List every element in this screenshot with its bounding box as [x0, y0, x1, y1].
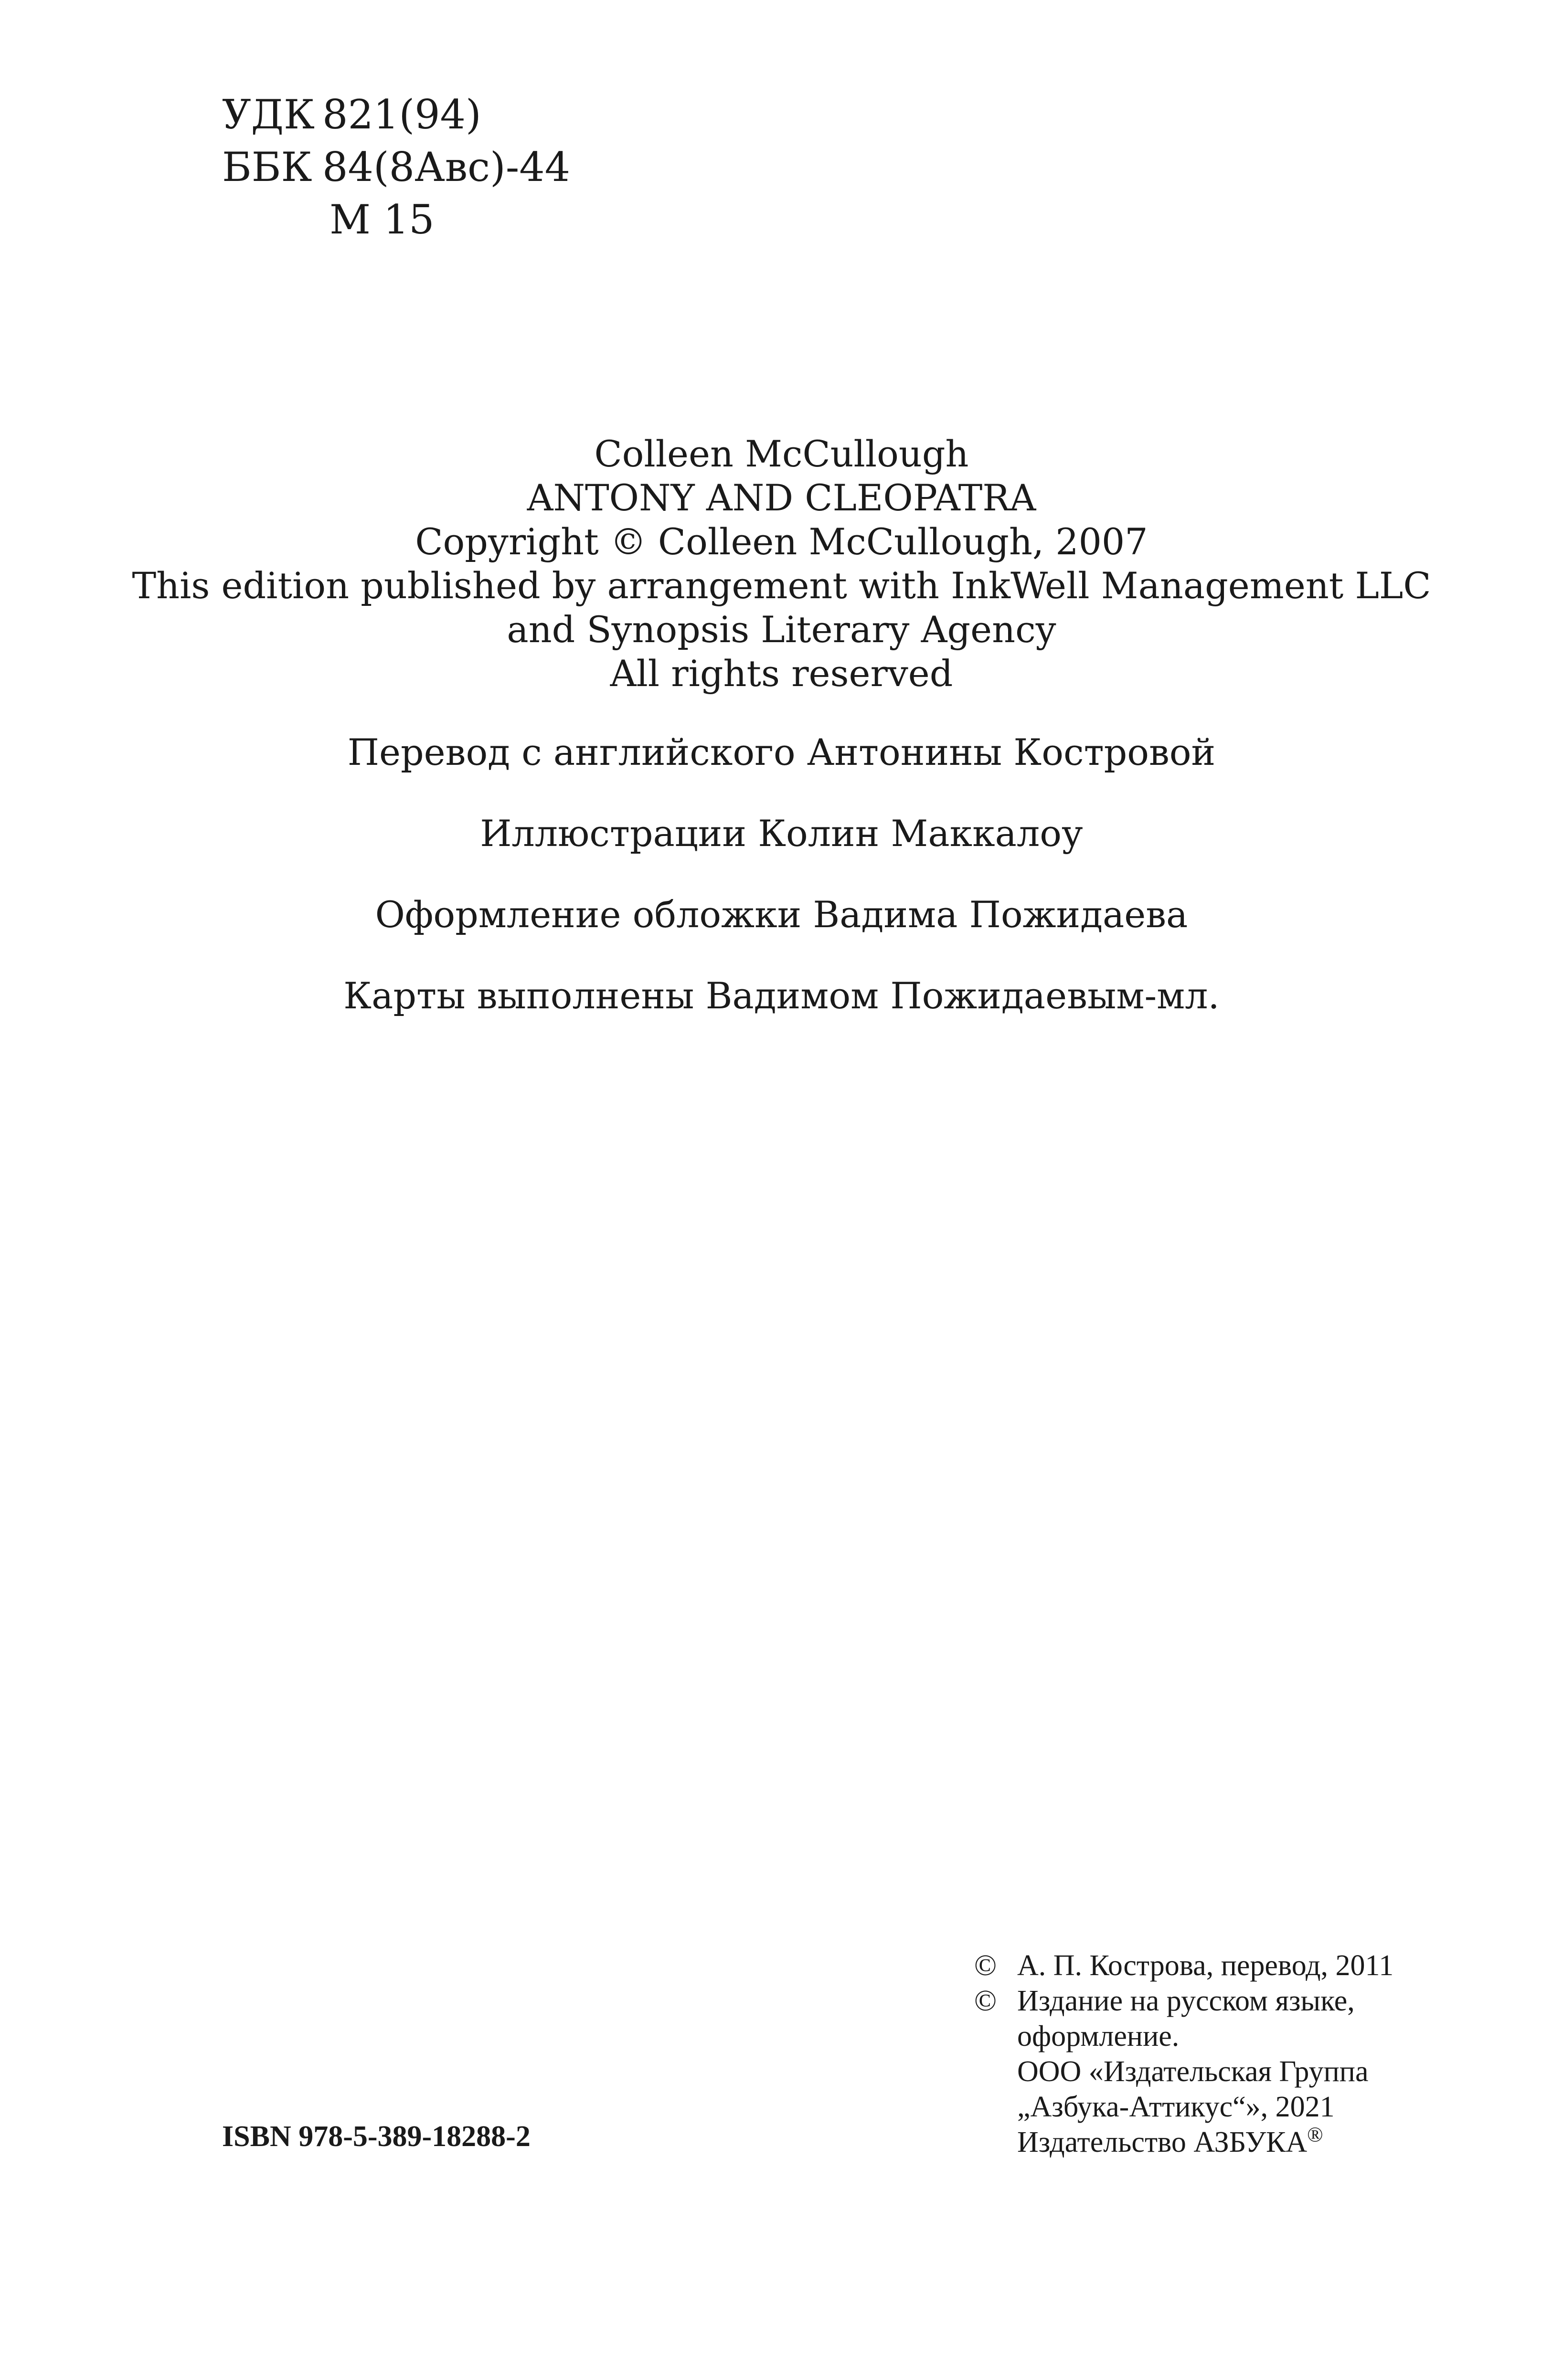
udk-value: 821(94): [322, 91, 481, 138]
imprint-line: [974, 2125, 1393, 2160]
registered-mark: ®: [1307, 2123, 1323, 2147]
copyright-symbol: ©: [974, 1949, 997, 1982]
original-title: ANTONY AND CLEOPATRA: [527, 476, 1036, 519]
translation-copyright-entry: [974, 1948, 1393, 1983]
bbk-row: [222, 141, 570, 193]
copyright-symbol: ©: [974, 1985, 997, 2017]
arrangement-line-2: and Synopsis Literary Agency: [507, 608, 1056, 651]
cover-design-credit: Оформление обложки Вадима Пожидаева: [375, 893, 1188, 936]
original-copyright: Copyright © Colleen McCullough, 2007: [415, 520, 1148, 563]
maps-credit: Карты выполнены Вадимом Пожидаевым-мл.: [343, 974, 1220, 1017]
copyright-notices: [974, 1948, 1393, 2160]
author-mark: М 15: [330, 196, 435, 243]
imprint: Издательство АЗБУКА: [1017, 2126, 1308, 2158]
classification-block: [222, 88, 570, 246]
edition-copyright-entry: [974, 1983, 1393, 2019]
arrangement-line-1: This edition published by arrangement with InkWell Management LLC: [132, 564, 1431, 607]
russian-credits: [0, 730, 1563, 1055]
original-credits: [0, 432, 1563, 696]
translation-copyright: А. П. Кострова, перевод, 2011: [1017, 1949, 1394, 1982]
udk-row: [222, 88, 570, 141]
bbk-value: 84(8Авс)-44: [322, 144, 571, 190]
bbk-label: ББК: [222, 144, 312, 190]
isbn: ISBN 978-5-389-18288-2: [222, 2120, 531, 2153]
rights-reserved: All rights reserved: [610, 652, 953, 695]
translator-credit: Перевод с английского Антонины Костровой: [347, 731, 1216, 773]
publisher-line-2: „Азбука-Аттикус“», 2021: [1017, 2091, 1335, 2123]
edition-line-1: Издание на русском языке,: [1017, 1985, 1355, 2017]
original-author: Colleen McCullough: [594, 433, 969, 475]
edition-line-2: оформление.: [1017, 2020, 1180, 2052]
illustrations-credit: Иллюстрации Колин Маккалоу: [480, 812, 1083, 855]
udk-label: УДК: [222, 91, 315, 138]
publisher-line-1: ООО «Издательская Группа: [1017, 2055, 1369, 2088]
